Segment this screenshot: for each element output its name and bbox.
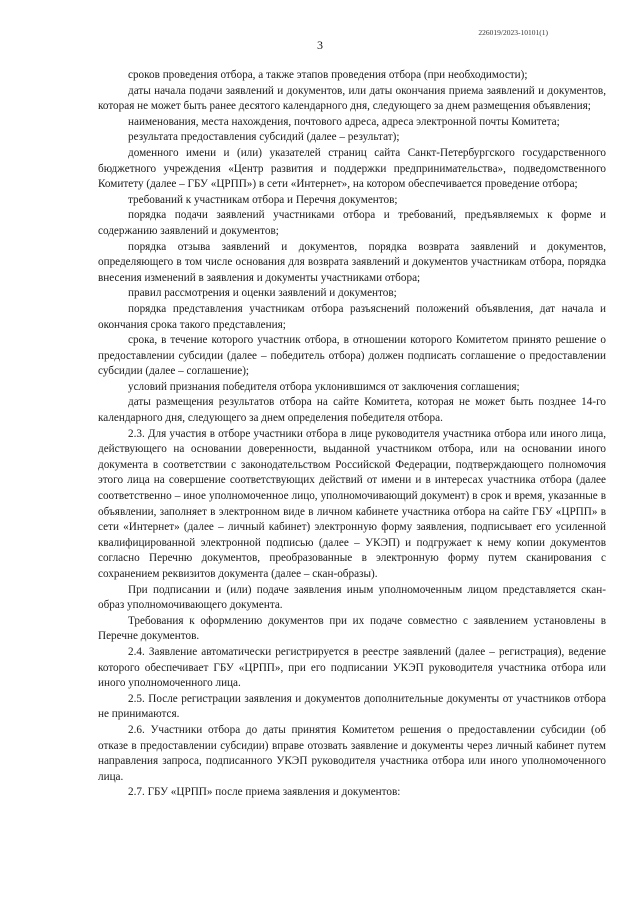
paragraph: порядка подачи заявлений участниками отбора и требований, предъявляемых к форме и содержанию заявлений и документов; <box>98 209 606 237</box>
paragraph: условий признания победителя отбора уклонившимся от заключения соглашения; <box>128 380 520 393</box>
section-2-6: 2.6. Участники отбора до даты принятия Комитетом решения о предоставлении субсидии (об отказе в предоставлении субсидии) вправе отозвать заявление и документы через личный кабинет путем направления запроса, подписанного УКЭП руководителя участника отбора или иного уполномоченного лица. <box>98 723 606 783</box>
section-2-7: 2.7. ГБУ «ЦРПП» после приема заявления и документов: <box>128 786 401 799</box>
paragraph: При подписании и (или) подаче заявления иным уполномоченным лицом представляется скан-образ уполномочивающего документа. <box>98 583 606 612</box>
page-number: 3 <box>317 38 323 52</box>
paragraph: результата предоставления субсидий (далее – результат); <box>128 131 400 144</box>
paragraph: наименования, места нахождения, почтового адреса, адреса электронной почты Комитета; <box>128 115 560 128</box>
paragraph: сроков проведения отбора, а также этапов проведения отбора (при необходимости); <box>128 69 528 81</box>
paragraph: даты начала подачи заявлений и документов, или даты окончания приема заявлений и документов, которая не может быть ранее десятого календарного дня, следующего за днем размещения объявления; <box>98 84 606 113</box>
section-2-5: 2.5. После регистрации заявления и документов дополнительные документы от участников отбора не принимаются. <box>98 692 606 721</box>
paragraph: правил рассмотрения и оценки заявлений и документов; <box>128 287 397 300</box>
document-id: 226019/2023-10101(1) <box>478 28 548 37</box>
paragraph: порядка представления участникам отбора разъяснений положений объявления, дат начала и окончания срока такого представления; <box>98 302 606 331</box>
paragraph: даты размещения результатов отбора на сайте Комитета, которая не может быть позднее 14-го календарного дня, следующего за днем определения победителя отбора. <box>98 396 606 425</box>
paragraph: Требования к оформлению документов при их подаче совместно с заявлением установлены в Перечне документов. <box>98 614 606 643</box>
section-2-3: 2.3. Для участия в отборе участники отбора в лице руководителя участника отбора или иного лица, действующего на основании доверенности, выданной участником отбора, или на основании иного документа в соответствии с законодательством Российской Федерации, подтверждающего полномочия этого лица на совершение соответствующих действий от имени и в интересах участника отбора (далее соответственно – иное уполномоченное лицо, уполномочивающий документ) в срок и время, указанные в объявлении, заполняет в электронном виде в личном кабинете участника отбора на сайте ГБУ «ЦРПП» в сети «Интернет» (далее – личный кабинет) электронную форму заявления, подписывает его усиленной квалифицированной электронной подписью (далее – УКЭП) и подгружает к нему копии документов согласно Перечню документов, преобразованные в электронную форму путем сканирования с сохранением реквизитов документа (далее – скан-образы). <box>98 427 606 580</box>
section-2-4: 2.4. Заявление автоматически регистрируется в реестре заявлений (далее – регистрация), ведение которого обеспечивает ГБУ «ЦРПП», при его подписании УКЭП руководителя участника отбора или иного уполномоченного лица. <box>98 645 606 690</box>
paragraph: требований к участникам отбора и Перечня документов; <box>128 193 398 206</box>
paragraph: доменного имени и (или) указателей страниц сайта Санкт-Петербургского государственного бюджетного учреждения «Центр развития и поддержки предпринимательства», подведомственного Комитету (далее – ГБУ «ЦРПП») в сети «Интернет», на котором обеспечивается проведение отбора; <box>98 146 606 191</box>
paragraph: срока, в течение которого участник отбора, в отношении которого Комитетом принято решение о предоставлении субсидии (далее – победитель отбора) должен подписать соглашение о предоставлении субсидии (далее – соглашение); <box>98 334 606 378</box>
document-body <box>98 68 606 801</box>
paragraph: порядка отзыва заявлений и документов, порядка возврата заявлений и документов, определяющего в том числе основания для возврата заявлений и документов участникам отбора, порядка внесения изменений в заявления и документы участниками отбора; <box>98 240 606 284</box>
